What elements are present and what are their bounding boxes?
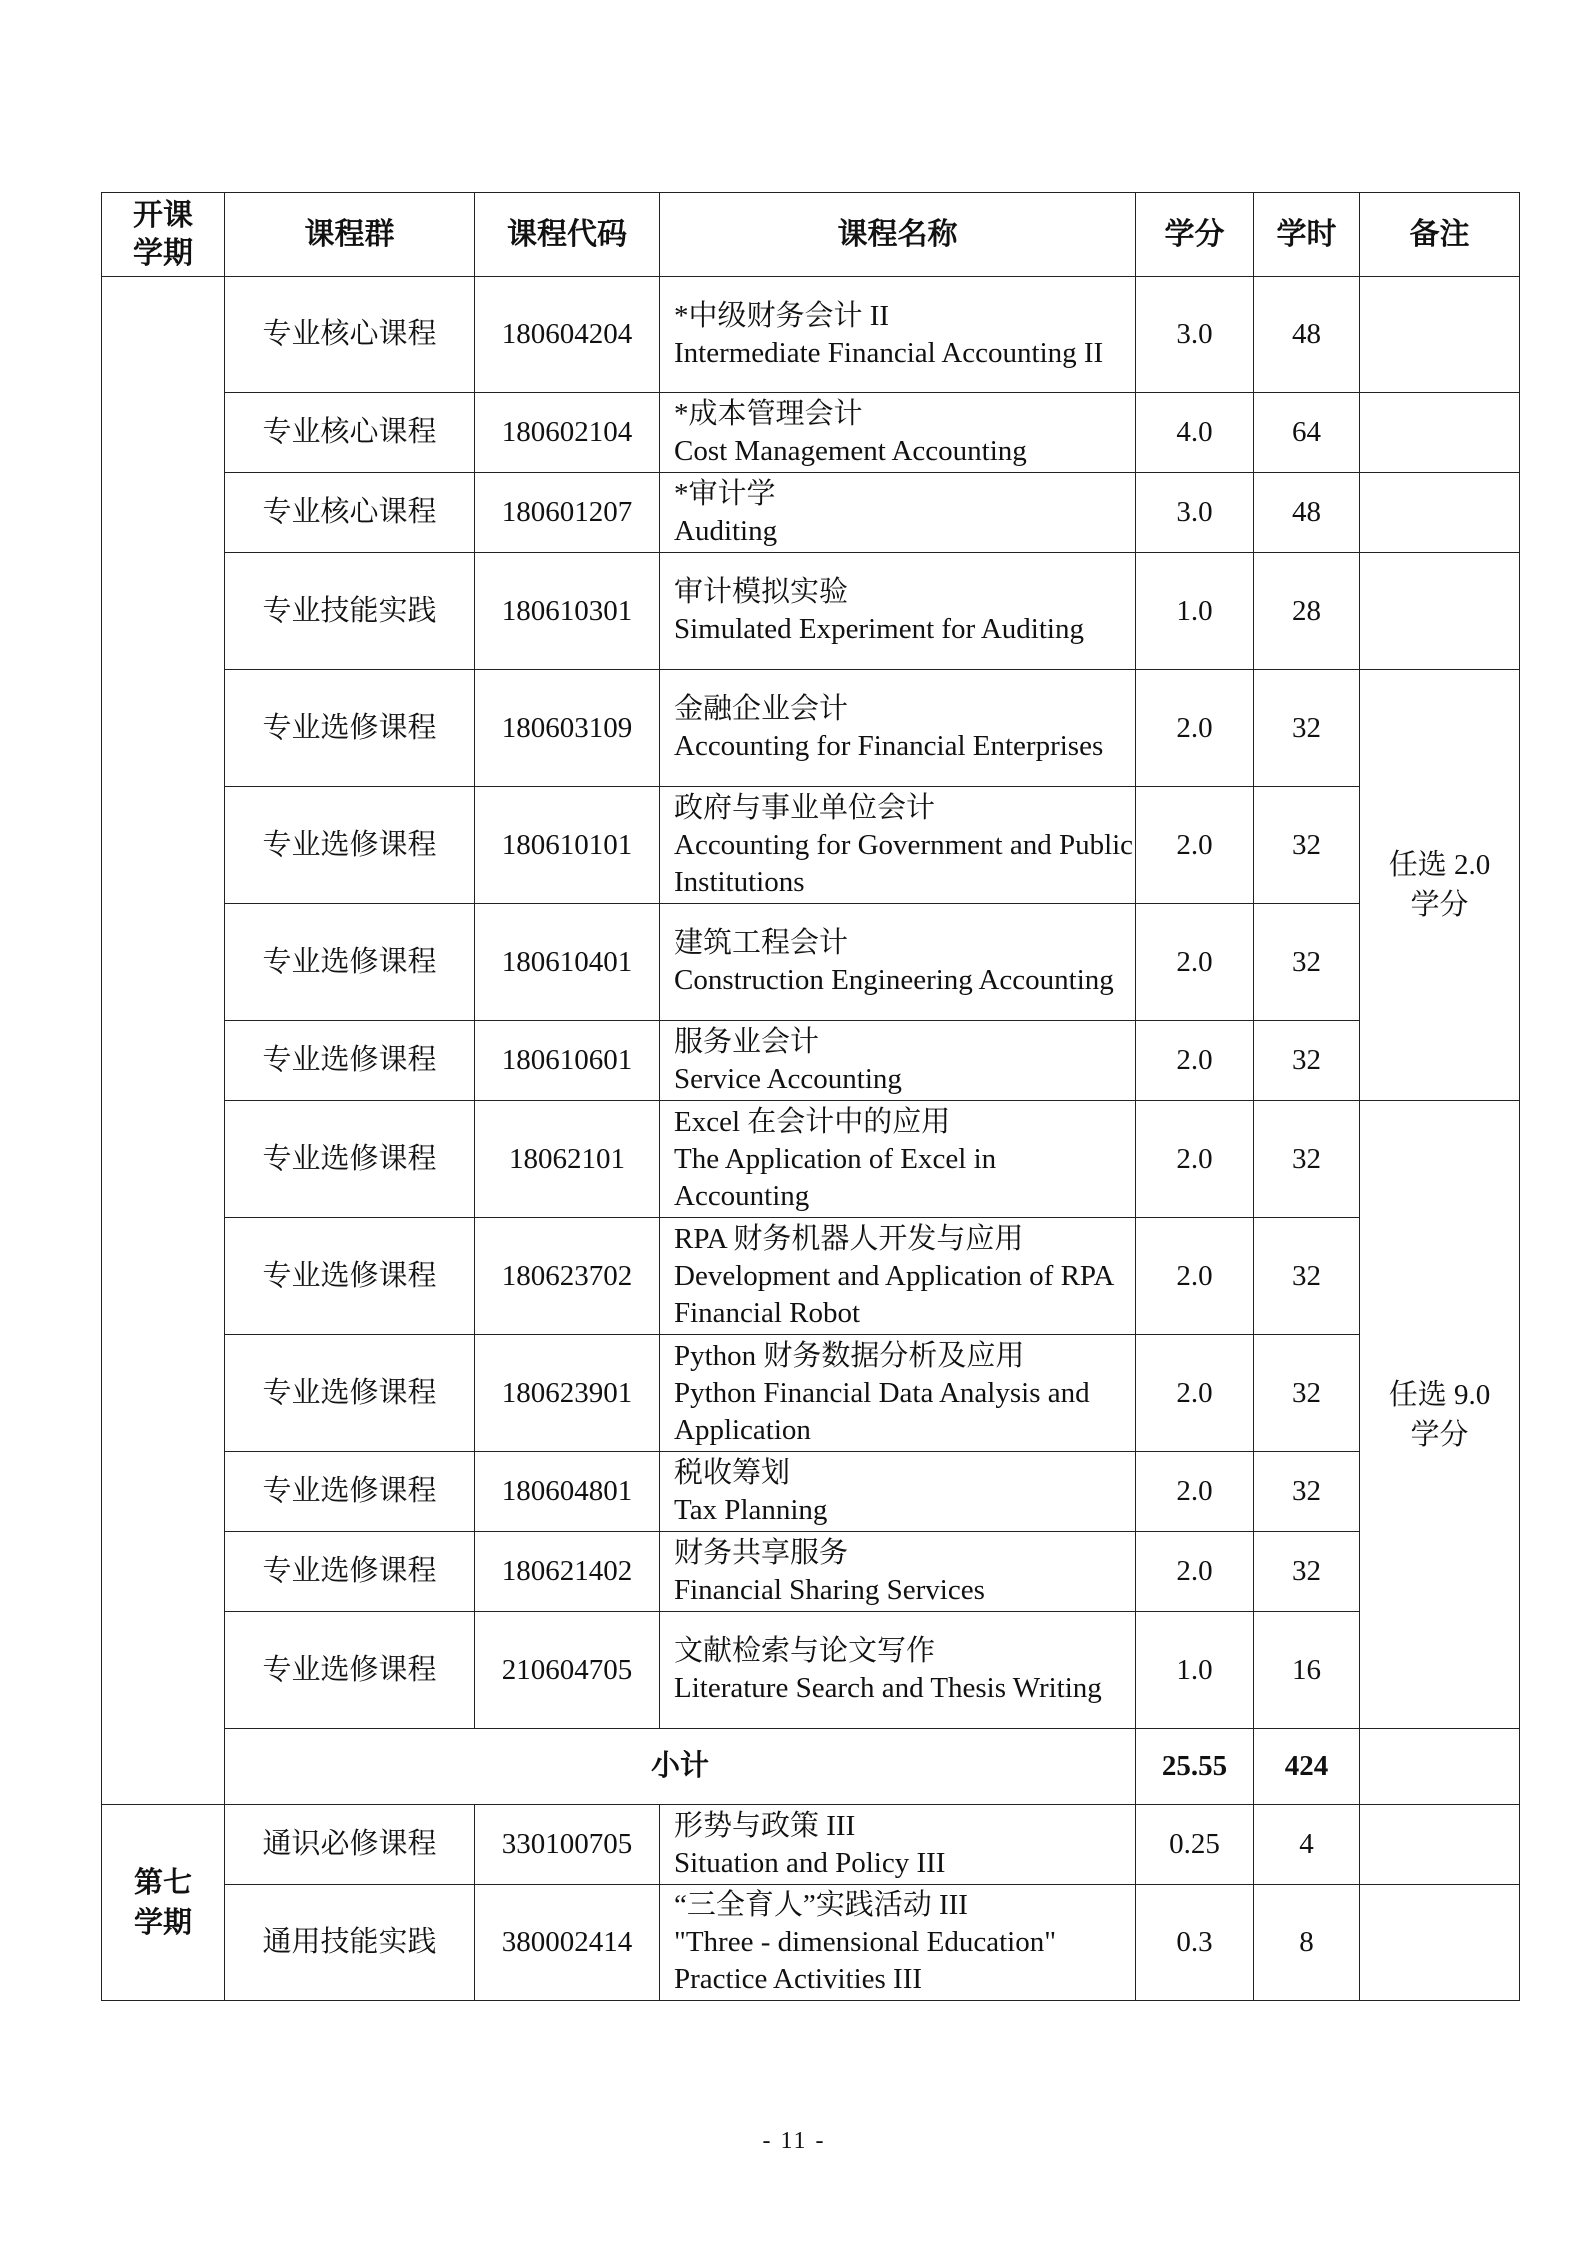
table-row — [102, 1335, 1520, 1452]
course-name-en: Simulated Experiment for Auditing — [674, 613, 1084, 645]
course-hours: 32 — [1254, 1021, 1360, 1101]
course-group: 专业选修课程 — [225, 1335, 475, 1452]
table-row — [102, 553, 1520, 670]
course-group: 专业核心课程 — [225, 393, 475, 473]
course-name — [660, 1885, 1136, 2001]
course-code: 180603109 — [475, 670, 660, 787]
table-row — [102, 1885, 1520, 2001]
course-credit: 1.0 — [1136, 553, 1254, 670]
subtotal-note — [1360, 1729, 1520, 1805]
course-credit: 2.0 — [1136, 1021, 1254, 1101]
course-credit: 3.0 — [1136, 473, 1254, 553]
course-name-en: Financial Sharing Services — [674, 1573, 985, 1606]
course-code: 180623901 — [475, 1335, 660, 1452]
table-row — [102, 787, 1520, 904]
course-name-cn: 税收筹划 — [674, 1456, 791, 1489]
subtotal-label: 小计 — [225, 1729, 1136, 1805]
header-term: 开课学期 — [102, 193, 225, 277]
header-name: 课程名称 — [660, 193, 1136, 277]
subtotal-row — [102, 1729, 1520, 1805]
course-name-cn: 服务业会计 — [674, 1025, 820, 1058]
course-name — [660, 1532, 1136, 1612]
course-credit: 0.25 — [1136, 1805, 1254, 1885]
course-name — [660, 1805, 1136, 1885]
course-name-cn: RPA 财务机器人开发与应用 — [674, 1222, 1024, 1255]
course-note — [1360, 1805, 1520, 1885]
header-code: 课程代码 — [475, 193, 660, 277]
course-credit: 2.0 — [1136, 670, 1254, 787]
course-code: 180623702 — [475, 1218, 660, 1335]
table-row — [102, 904, 1520, 1021]
course-code: 18062101 — [475, 1101, 660, 1218]
header-group: 课程群 — [225, 193, 475, 277]
header-hours: 学时 — [1254, 193, 1360, 277]
course-name-en: Literature Search and Thesis Writing — [674, 1672, 1102, 1704]
course-code: 180604801 — [475, 1452, 660, 1532]
course-name — [660, 787, 1136, 904]
course-group: 专业选修课程 — [225, 1021, 475, 1101]
course-note — [1360, 553, 1520, 670]
course-hours: 32 — [1254, 1452, 1360, 1532]
course-note — [1360, 277, 1520, 393]
course-group: 专业选修课程 — [225, 1612, 475, 1729]
course-name-cn: 财务共享服务 — [674, 1536, 849, 1569]
course-credit: 2.0 — [1136, 1218, 1254, 1335]
course-hours: 32 — [1254, 1218, 1360, 1335]
table-row — [102, 1101, 1520, 1218]
course-name-en: Cost Management Accounting — [674, 434, 1027, 467]
course-name — [660, 1452, 1136, 1532]
course-name-cn: 审计模拟实验 — [674, 576, 849, 608]
course-hours: 32 — [1254, 670, 1360, 787]
course-group: 专业核心课程 — [225, 277, 475, 393]
course-name-en: Python Financial Data Analysis and Application — [674, 1376, 1090, 1446]
course-note — [1360, 393, 1520, 473]
course-name-en: Intermediate Financial Accounting II — [674, 336, 1104, 369]
course-name-cn: 形势与政策 III — [674, 1809, 856, 1842]
course-table — [101, 192, 1520, 2001]
course-group: 专业选修课程 — [225, 787, 475, 904]
course-credit: 2.0 — [1136, 1452, 1254, 1532]
course-group: 专业选修课程 — [225, 1218, 475, 1335]
table-row — [102, 277, 1520, 393]
course-name — [660, 553, 1136, 670]
course-hours: 32 — [1254, 787, 1360, 904]
course-credit: 2.0 — [1136, 1101, 1254, 1218]
term-cell-empty — [102, 277, 225, 1805]
course-name — [660, 1218, 1136, 1335]
course-name-en: Tax Planning — [674, 1493, 828, 1526]
header-credit: 学分 — [1136, 193, 1254, 277]
course-name — [660, 1101, 1136, 1218]
course-code: 210604705 — [475, 1612, 660, 1729]
course-group: 专业选修课程 — [225, 1101, 475, 1218]
course-name-cn: 文献检索与论文写作 — [674, 1635, 936, 1667]
course-name-cn: Python 财务数据分析及应用 — [674, 1339, 1025, 1372]
course-name — [660, 670, 1136, 787]
course-group: 专业选修课程 — [225, 904, 475, 1021]
course-group: 专业核心课程 — [225, 473, 475, 553]
course-credit: 2.0 — [1136, 1532, 1254, 1612]
course-note — [1360, 1885, 1520, 2001]
course-credit: 1.0 — [1136, 1612, 1254, 1729]
course-name-cn: “三全育人”实践活动 III — [674, 1889, 968, 1921]
course-code: 330100705 — [475, 1805, 660, 1885]
table-row — [102, 393, 1520, 473]
course-credit: 3.0 — [1136, 277, 1254, 393]
course-name — [660, 277, 1136, 393]
course-group: 通识必修课程 — [225, 1805, 475, 1885]
table-row — [102, 1532, 1520, 1612]
course-note — [1360, 473, 1520, 553]
term-seventh: 第七学期 — [102, 1805, 225, 2001]
course-code: 180602104 — [475, 393, 660, 473]
table-row — [102, 1452, 1520, 1532]
course-name-en: Accounting for Government and Public Institutions — [674, 828, 1134, 898]
course-name — [660, 393, 1136, 473]
course-hours: 4 — [1254, 1805, 1360, 1885]
course-credit: 2.0 — [1136, 904, 1254, 1021]
course-name — [660, 1335, 1136, 1452]
course-credit: 2.0 — [1136, 787, 1254, 904]
course-code: 380002414 — [475, 1885, 660, 2001]
course-name — [660, 1612, 1136, 1729]
course-name-cn: *中级财务会计 II — [674, 299, 890, 332]
course-code: 180610401 — [475, 904, 660, 1021]
subtotal-hours: 424 — [1254, 1729, 1360, 1805]
course-code: 180610101 — [475, 787, 660, 904]
subtotal-credit: 25.55 — [1136, 1729, 1254, 1805]
course-name-en: Accounting for Financial Enterprises — [674, 730, 1104, 762]
course-code: 180610601 — [475, 1021, 660, 1101]
course-credit: 4.0 — [1136, 393, 1254, 473]
course-name-en: Service Accounting — [674, 1062, 902, 1095]
course-code: 180601207 — [475, 473, 660, 553]
course-hours: 32 — [1254, 1101, 1360, 1218]
course-name-en: Auditing — [674, 514, 778, 547]
course-code: 180604204 — [475, 277, 660, 393]
course-name-cn: *审计学 — [674, 477, 776, 510]
course-credit: 2.0 — [1136, 1335, 1254, 1452]
elective-note-a: 任选 2.0 学分 — [1360, 670, 1520, 1101]
course-hours: 32 — [1254, 1335, 1360, 1452]
course-name-cn: 金融企业会计 — [674, 693, 849, 725]
table-row — [102, 1021, 1520, 1101]
course-code: 180621402 — [475, 1532, 660, 1612]
course-hours: 64 — [1254, 393, 1360, 473]
course-group: 专业选修课程 — [225, 1452, 475, 1532]
elective-note-b: 任选 9.0 学分 — [1360, 1101, 1520, 1729]
course-name-en: The Application of Excel in Accounting — [674, 1142, 997, 1212]
course-hours: 48 — [1254, 277, 1360, 393]
course-name-cn: *成本管理会计 — [674, 397, 863, 430]
course-group: 专业选修课程 — [225, 1532, 475, 1612]
table-row — [102, 1218, 1520, 1335]
course-group: 专业选修课程 — [225, 670, 475, 787]
course-hours: 32 — [1254, 1532, 1360, 1612]
course-hours: 32 — [1254, 904, 1360, 1021]
course-name-en: Development and Application of RPA Financial Robot — [674, 1259, 1113, 1329]
course-name-cn: Excel 在会计中的应用 — [674, 1105, 951, 1138]
header-note: 备注 — [1360, 193, 1520, 277]
page-number: - 11 - — [762, 2128, 826, 2154]
table-row — [102, 670, 1520, 787]
course-hours: 16 — [1254, 1612, 1360, 1729]
table-row — [102, 1805, 1520, 1885]
course-hours: 48 — [1254, 473, 1360, 553]
course-code: 180610301 — [475, 553, 660, 670]
course-name — [660, 1021, 1136, 1101]
course-name-cn: 建筑工程会计 — [674, 927, 849, 959]
course-group: 通用技能实践 — [225, 1885, 475, 2001]
course-name — [660, 904, 1136, 1021]
course-hours: 28 — [1254, 553, 1360, 670]
course-name-cn: 政府与事业单位会计 — [674, 791, 936, 824]
table-row — [102, 1612, 1520, 1729]
header-row — [102, 193, 1520, 277]
course-name — [660, 473, 1136, 553]
course-group: 专业技能实践 — [225, 553, 475, 670]
table-row — [102, 473, 1520, 553]
course-name-en: Construction Engineering Accounting — [674, 964, 1114, 996]
course-hours: 8 — [1254, 1885, 1360, 2001]
course-name-en: Situation and Policy III — [674, 1846, 946, 1879]
course-name-en: "Three - dimensional Education" Practice Activities III — [674, 1926, 1057, 1995]
course-credit: 0.3 — [1136, 1885, 1254, 2001]
